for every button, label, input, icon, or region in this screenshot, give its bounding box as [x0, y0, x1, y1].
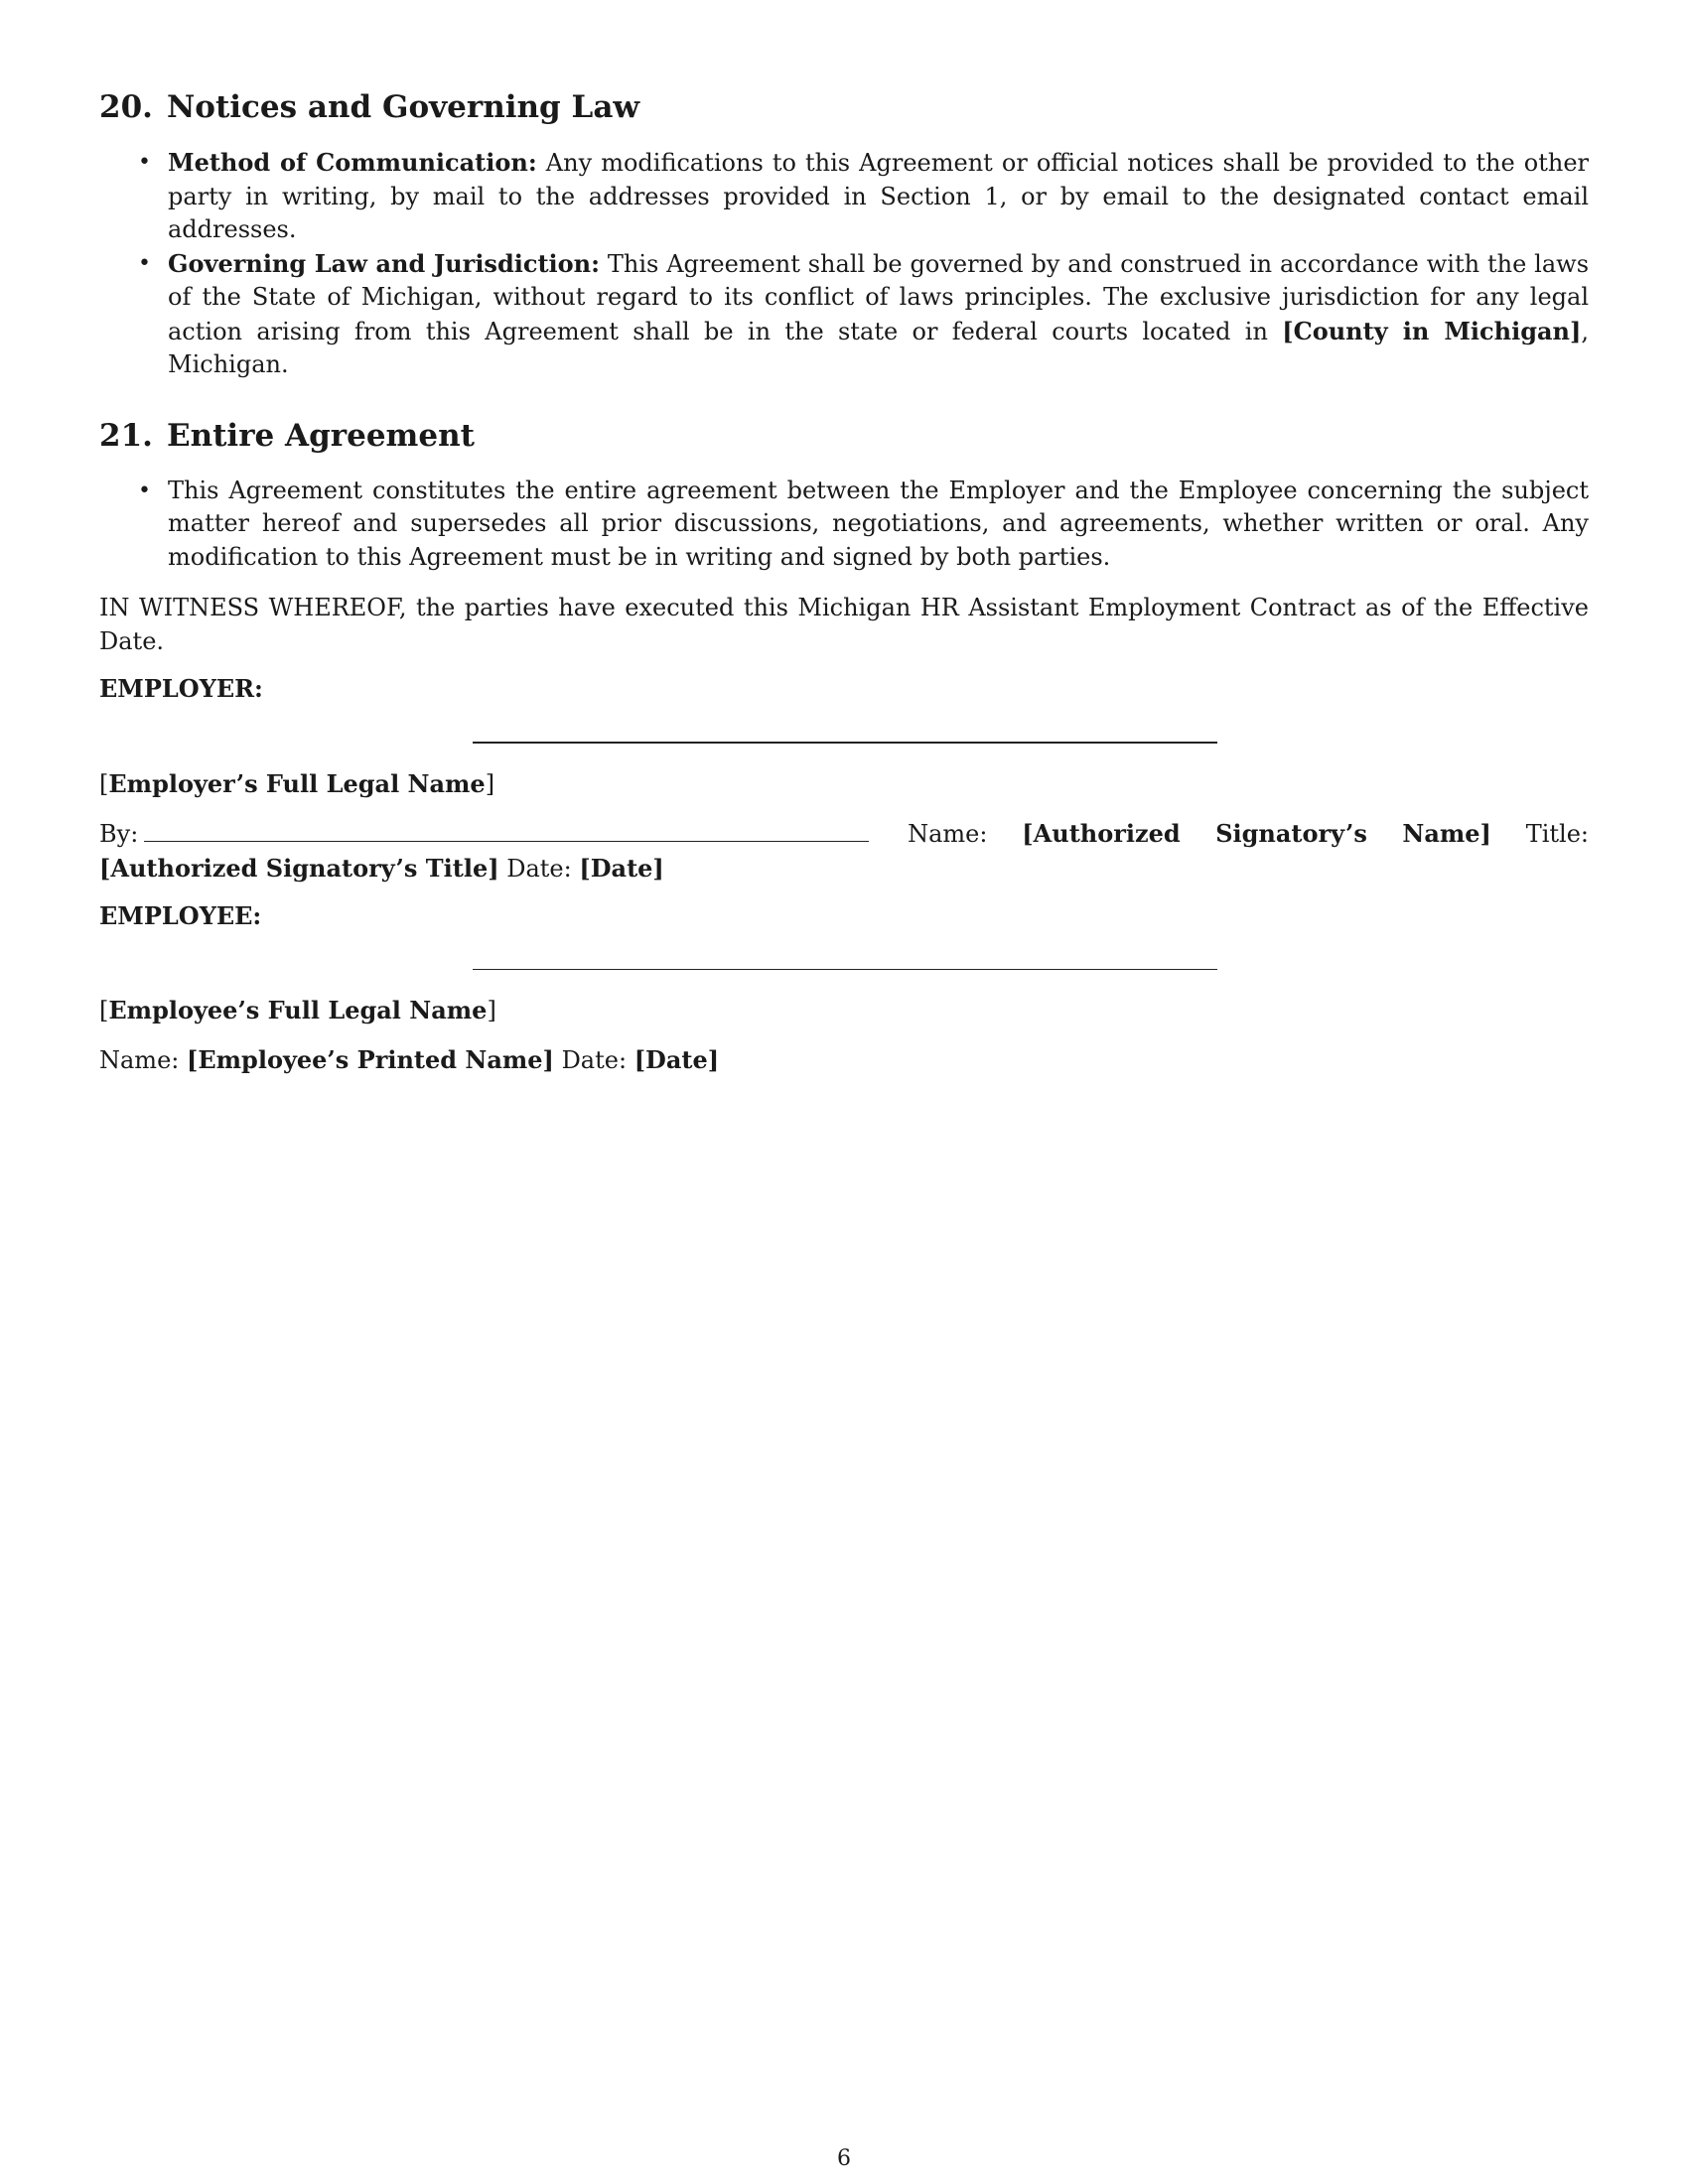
employee-legal-name	[99, 994, 1589, 1028]
clause-method-of-communication	[168, 146, 1589, 247]
employee-printed-name: [Employee’s Printed Name]	[187, 1045, 554, 1075]
employee-signature-line[interactable]	[473, 969, 1217, 970]
clause-list-entire-agreement	[99, 475, 1589, 575]
authorized-signatory-title: [Authorized Signatory’s Title]	[99, 853, 499, 883]
date-label: Date:	[506, 854, 572, 883]
section-number: 21.	[99, 417, 153, 454]
title-label: Title:	[1525, 820, 1590, 849]
witness-statement: IN WITNESS WHEREOF, the parties have executed this Michigan HR Assistant Employment Contract as of the Effective Date.	[99, 594, 1589, 655]
clause-text: This Agreement constitutes the entire agreement between the Employer and the Employee concerning the subject matter hereof and supersedes all prior discussions, negotiations, and agreements, whether written or oral. Any modification to this Agreement must be in writing and signed by both parties.	[168, 476, 1589, 571]
employee-legal-name-text: Employee’s Full Legal Name	[108, 995, 488, 1024]
section-heading-notices	[99, 89, 1589, 126]
name-label: Name:	[908, 820, 988, 849]
name-label: Name:	[99, 1046, 180, 1075]
section-heading-entire-agreement	[99, 418, 1589, 455]
employer-signatory-line	[99, 817, 1589, 886]
employer-date: [Date]	[579, 853, 664, 883]
employee-label: EMPLOYEE:	[99, 901, 262, 931]
employer-legal-name	[99, 767, 1589, 802]
bracket-close: ]	[485, 769, 495, 798]
bracket-close: ]	[487, 996, 496, 1024]
clause-text: Any modifications to this Agreement or official notices shall be provided to the other party in writing, by mail to the addresses provided in Section 1, or by email to the designated contact email addresses.	[168, 149, 1589, 244]
section-title: Notices and Governing Law	[166, 89, 640, 125]
clause-list-notices	[99, 146, 1589, 382]
clause-text: This Agreement shall be governed by and construed in accordance with the laws of the State of Michigan, without regard to its conflict of laws principles. The exclusive jurisdiction for any legal action arising from this Agreement shall be in the state or federal courts located in	[168, 249, 1590, 345]
clause-label: Governing Law and Jurisdiction:	[168, 248, 600, 278]
bracket-open: [	[99, 996, 109, 1024]
bracket-open: [	[99, 769, 109, 798]
page-number: 6	[837, 2146, 851, 2171]
section-title: Entire Agreement	[166, 417, 475, 454]
clause-entire-agreement	[168, 475, 1589, 575]
employee-date: [Date]	[633, 1045, 720, 1075]
authorized-signatory-name: [Authorized Signatory’s Name]	[1022, 819, 1491, 849]
clause-text-end: , Michigan.	[168, 317, 1590, 379]
clause-governing-law	[168, 247, 1589, 382]
date-label: Date:	[561, 1046, 628, 1075]
employer-signature-line[interactable]	[473, 742, 1217, 744]
by-label: By:	[99, 820, 139, 849]
document-page	[99, 89, 1589, 1078]
by-signature-blank[interactable]	[144, 819, 869, 842]
county-placeholder: [County in Michigan]	[1282, 316, 1582, 345]
clause-label: Method of Communication:	[168, 148, 537, 178]
employee-name-line	[99, 1043, 1589, 1078]
employer-legal-name-text: Employer’s Full Legal Name	[108, 768, 486, 798]
employer-label: EMPLOYER:	[99, 674, 263, 704]
section-number: 20.	[99, 89, 153, 125]
